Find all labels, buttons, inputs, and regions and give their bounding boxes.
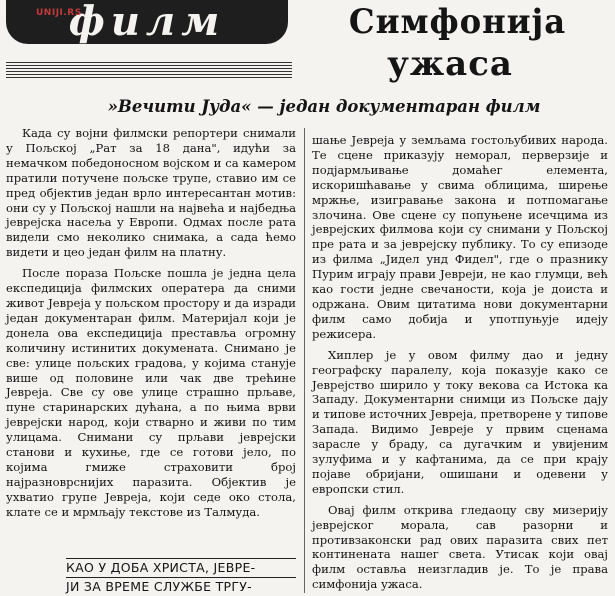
paragraph: Хиплер је у овом филму дао и једну географску паралелу, која показује како се Јеврејство ширило у току векова са Истока ка Западу. Документарни снимци из Пољске дају и типове источних Јевреја, претворене у типове Запада. Видимо Јевреје у првим сценама зарасле у браду, са дугачким и увијеним зулуфима и у кафтанима, да се при крају појаве обријани, ошишани и одевени у европски стил. [312, 347, 608, 496]
column-divider [304, 128, 305, 593]
left-column [6, 126, 296, 520]
paragraph: шање Јевреја у земљама гостољубивих народа. Те сцене приказују неморал, перверзије и подјармљивање домаћег елемента, искоришћавање у свима облицима, ширење мржње, изигравање закона и потпомагање злочина. Ове сцене су попуњене исечцима из јеврејских филмова који су снимани у Пољској пре рата и за јеврејску публику. То су епизоде из филма „Јидел унд Фидел", где о празнику Пурим играју прави Јевреји, не као глумци, већ као гости једне свечаности, која је доиста и одржана. Овим цитатима нови документарни филм само добија и употпуњује идеју режисера. [312, 133, 608, 341]
right-column [312, 133, 608, 592]
headline-line-2: ужаса [387, 44, 513, 84]
watermark: UNIJI.RS [36, 8, 82, 18]
film-section-logo [6, 0, 288, 44]
crosshead-line: ЈИ ЗА ВРЕМЕ СЛУЖБЕ ТРГУ- [66, 577, 296, 596]
paragraph: Када су војни филмски репортери снимали у Пољској „Рат за 18 дана", идући за немачком победоносном војском и са камером пратили потучене пољске трупе, ставио им се пред објектив један врло интересантан мотив: они су у Пољској нашли на највећа и најбедња јеврејска насеља у Европи. Одмах после рата видели смо неколико снимака, а сада ћемо видети и цео један филм на платну. [6, 126, 296, 260]
subheadline: »Вечити Јуда« — један документаран филм [107, 97, 541, 116]
crosshead-line: КАО У ДОБА ХРИСТА, ЈЕВРЕ- [66, 558, 296, 577]
crosshead [66, 558, 296, 596]
headline-line-1: Симфонија [348, 2, 567, 42]
paragraph: Овај филм открива гледаоцу сву мизерију јеврејског морала, сав разорни и противзаконски рад ових паразита свих пет континената нашег света. Утисак који овај филм оставља неизгладив је. То је права симфонија ужаса. [312, 502, 608, 592]
paragraph: После пораза Пољске пошла је једна цела експедиција филмских оператера да сними живот Јевреја у пољском простору и да изради један документаран филм. Материјал који је донела ова експедиција преставља огромну количину истинитих докумената. Снимано је све: улице пољских градова, у којима станује више од половине или чак две трећине Јевреја. Све су ове улице страшно прљаве, пуне старинарских дућана, а по њима врви јеврејски народ, који стварно и живи по тим улицама. Снимани су прљави јеврејски станови и кухиње, где се готови јело, по којима гмиже страховити број најразноврснијих паразита. Објектив је ухватио групе Јевреја, који седе око стола, клате се и мрмљају текстове из Талмуда. [6, 266, 296, 519]
logo-word: филм [68, 0, 226, 44]
decorative-rules [6, 62, 292, 78]
